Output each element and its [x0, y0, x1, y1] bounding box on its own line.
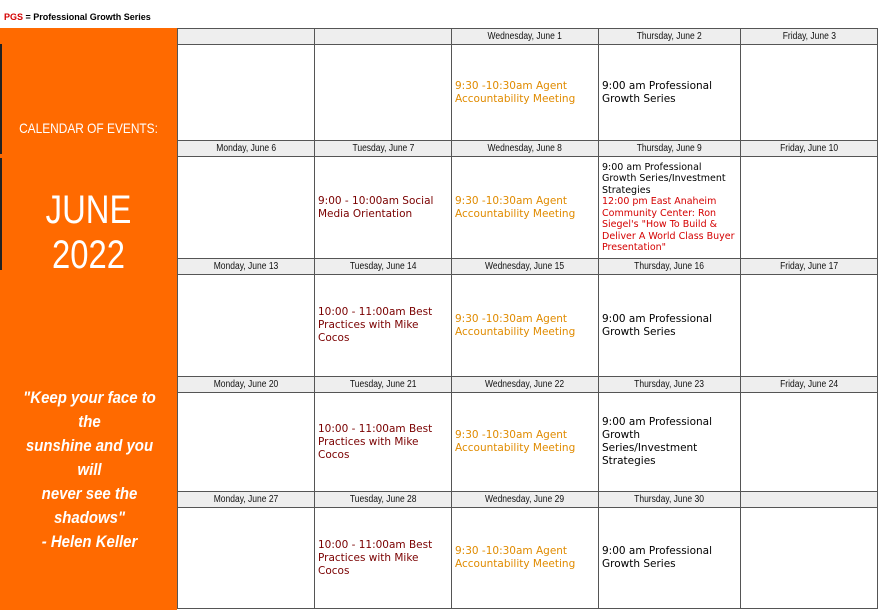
sidebar-edge-line — [0, 44, 2, 154]
event-text — [318, 423, 448, 462]
day-header — [178, 492, 315, 507]
day-header — [599, 141, 741, 156]
day-header — [599, 377, 741, 392]
event-title: 9:30 -10:30am Agent Accountability Meeting — [455, 79, 576, 105]
event-text — [602, 162, 737, 254]
day-header — [315, 141, 452, 156]
day-header — [315, 377, 452, 392]
day-cell — [452, 157, 599, 258]
day-header — [599, 259, 741, 274]
grid-bottom-border — [178, 608, 878, 609]
event-text — [455, 429, 595, 455]
week-header-row — [178, 140, 878, 157]
day-cell — [178, 275, 315, 376]
day-header — [741, 492, 878, 507]
sidebar-edge-line — [0, 158, 2, 270]
day-header-label: Friday, June 17 — [780, 261, 838, 272]
day-header — [452, 141, 599, 156]
legend-abbr: PGS — [4, 12, 24, 22]
week-row — [178, 393, 878, 491]
week-row — [178, 275, 878, 376]
day-header — [741, 141, 878, 156]
event-title: 9:00 am Professional Growth Series/Investment Strategies — [602, 161, 726, 196]
day-header-label: Tuesday, June 21 — [349, 379, 417, 390]
day-header-label: Wednesday, June 1 — [487, 31, 563, 42]
event-title: 9:30 -10:30am Agent Accountability Meeting — [455, 312, 576, 338]
event-extra: 12:00 pm East Anaheim Community Center: Ron Siegel's "How To Build & Deliver A World Class Buyer Presentation" — [602, 196, 735, 253]
day-header — [599, 492, 741, 507]
day-header-label: Thursday, June 9 — [636, 143, 703, 154]
week-row — [178, 508, 878, 608]
day-cell — [599, 275, 741, 376]
week-header-row — [178, 28, 878, 45]
day-header — [315, 29, 452, 44]
day-header — [452, 29, 599, 44]
day-header — [178, 29, 315, 44]
day-header — [452, 492, 599, 507]
day-cell — [452, 508, 599, 608]
week-header-row — [178, 491, 878, 508]
event-text — [455, 545, 595, 571]
day-header — [315, 492, 452, 507]
event-title: 9:30 -10:30am Agent Accountability Meeting — [455, 429, 576, 454]
calendar-label: CALENDAR OF EVENTS: — [19, 120, 158, 136]
day-cell — [599, 157, 741, 258]
event-title: 9:30 -10:30am Agent Accountability Meeting — [455, 545, 576, 570]
day-header — [452, 259, 599, 274]
day-header — [741, 259, 878, 274]
day-cell — [178, 393, 315, 491]
day-header — [452, 377, 599, 392]
day-header — [741, 29, 878, 44]
event-title: 10:00 - 11:00am Best Practices with Mike Cocos — [318, 538, 433, 577]
day-cell — [452, 393, 599, 491]
event-title: 9:00 am Professional Growth Series — [602, 312, 713, 338]
day-cell — [741, 157, 878, 258]
day-cell — [741, 275, 878, 376]
month-title: JUNE 2022 — [45, 188, 132, 277]
day-cell — [315, 393, 452, 491]
day-cell — [315, 45, 452, 140]
day-header-label: Monday, June 27 — [213, 494, 279, 505]
day-header — [315, 259, 452, 274]
day-cell — [452, 275, 599, 376]
legend-text: = Professional Growth Series — [23, 12, 151, 22]
day-cell — [178, 157, 315, 258]
week-row — [178, 45, 878, 140]
event-title: 9:00 - 10:00am Social Media Orientation — [318, 194, 434, 220]
day-cell — [452, 45, 599, 140]
day-cell — [599, 393, 741, 491]
day-cell — [315, 508, 452, 608]
quote-line: never see the shadows" — [41, 484, 138, 527]
event-text — [455, 313, 595, 339]
day-cell — [315, 157, 452, 258]
event-title: 9:30 -10:30am Agent Accountability Meeting — [455, 194, 576, 220]
event-text — [318, 195, 448, 221]
day-header-label: Thursday, June 16 — [634, 261, 705, 272]
event-text — [602, 80, 737, 106]
day-header-label: Wednesday, June 15 — [485, 261, 565, 272]
day-header-label: Friday, June 3 — [782, 31, 836, 42]
day-header-label: Wednesday, June 22 — [485, 379, 565, 390]
day-header — [178, 377, 315, 392]
event-text — [455, 80, 595, 106]
day-header-label: Thursday, June 23 — [634, 379, 705, 390]
legend — [4, 12, 151, 22]
week-header-row — [178, 376, 878, 393]
day-header-label: Monday, June 6 — [216, 143, 276, 154]
day-cell — [315, 275, 452, 376]
day-cell — [178, 45, 315, 140]
day-cell — [178, 508, 315, 608]
event-text — [602, 416, 737, 468]
event-text — [318, 306, 448, 345]
calendar-grid — [177, 28, 878, 609]
day-cell — [599, 508, 741, 608]
day-header-label: Tuesday, June 28 — [349, 494, 417, 505]
week-header-row — [178, 258, 878, 275]
day-cell — [741, 393, 878, 491]
quote — [13, 386, 167, 554]
week-row — [178, 157, 878, 258]
day-header-label: Wednesday, June 8 — [487, 143, 563, 154]
event-text — [602, 545, 737, 571]
day-header-label: Monday, June 20 — [213, 379, 279, 390]
event-title: 9:00 am Professional Growth Series — [602, 545, 713, 570]
event-text — [602, 313, 737, 339]
event-title: 9:00 am Professional Growth Series/Investment Strategies — [602, 416, 713, 467]
event-text — [318, 539, 448, 578]
day-header-label: Thursday, June 2 — [636, 31, 703, 42]
day-header — [178, 141, 315, 156]
day-header-label: Monday, June 13 — [213, 261, 279, 272]
day-header-label: Thursday, June 30 — [634, 494, 705, 505]
day-header-label: Wednesday, June 29 — [485, 494, 565, 505]
day-header — [178, 259, 315, 274]
day-cell — [741, 508, 878, 608]
day-cell — [741, 45, 878, 140]
sidebar-banner — [0, 28, 177, 610]
event-title: 10:00 - 11:00am Best Practices with Mike Cocos — [318, 422, 433, 461]
day-header-label: Tuesday, June 7 — [352, 143, 414, 154]
day-cell — [599, 45, 741, 140]
quote-line: "Keep your face to the — [23, 388, 156, 431]
event-text — [455, 195, 595, 221]
day-header — [599, 29, 741, 44]
quote-line: sunshine and you will — [25, 436, 154, 479]
day-header-label: Friday, June 10 — [780, 143, 838, 154]
day-header-label: Tuesday, June 14 — [349, 261, 417, 272]
event-title: 10:00 - 11:00am Best Practices with Mike Cocos — [318, 306, 433, 344]
day-header-label: Friday, June 24 — [780, 379, 838, 390]
day-header — [741, 377, 878, 392]
event-title: 9:00 am Professional Growth Series — [602, 79, 713, 105]
quote-author: - Helen Keller — [41, 532, 138, 551]
